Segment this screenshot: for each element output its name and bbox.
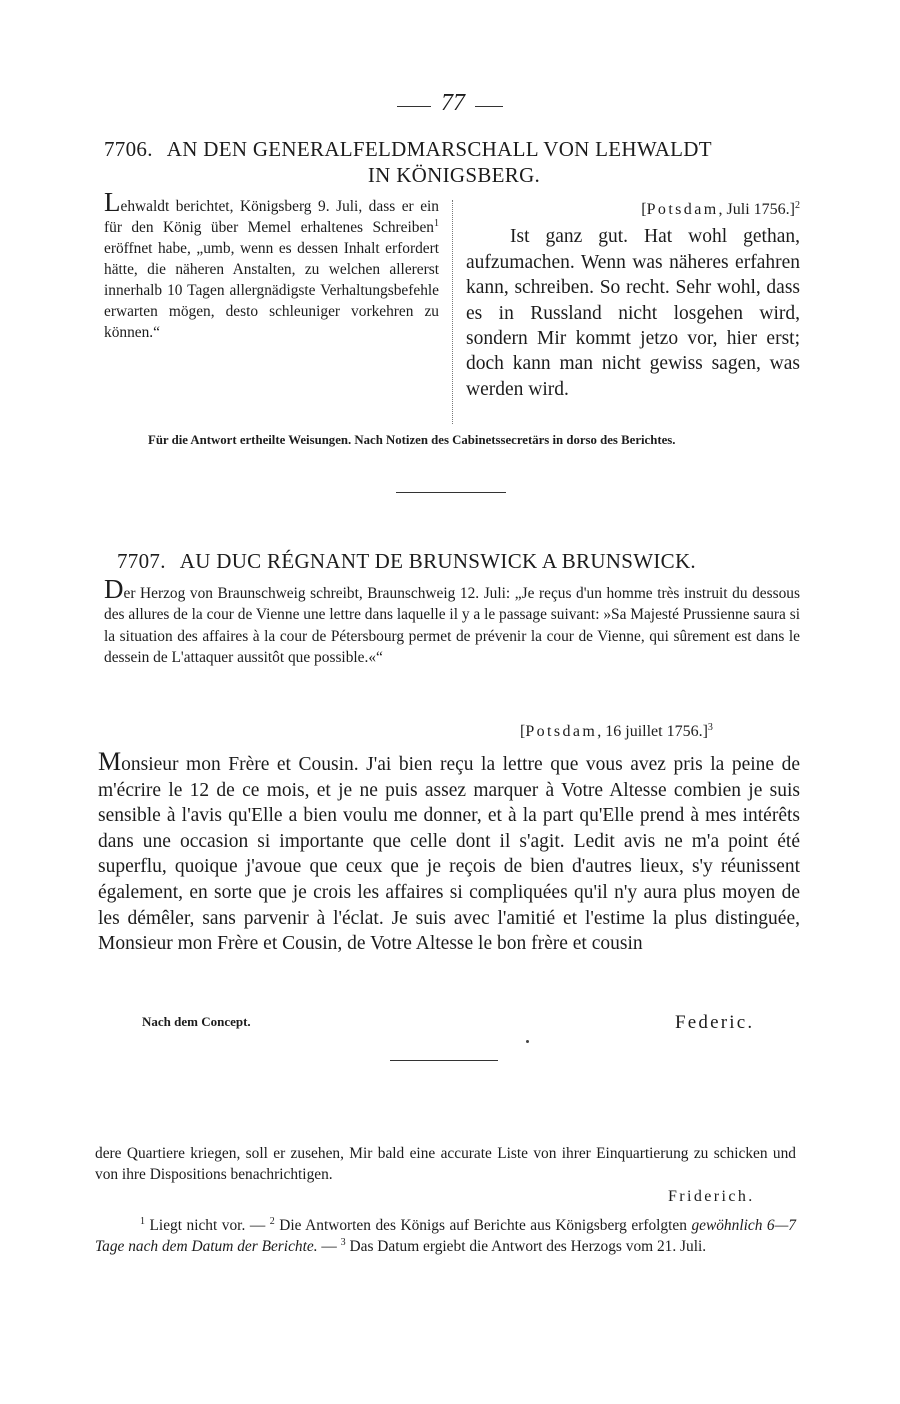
page-number-text: 77 [441,90,465,116]
reply-date-rest: , Juli 1756.] [718,201,795,218]
footnote-continuation: dere Quartiere kriegen, soll er zusehen, Mir bald eine accurate Liste von ihrer Einquartierung zu schicken und von ihre Dispositions benachrichtigen. [95,1145,796,1184]
letter-body [98,749,800,957]
footnote-2-text-b: — [317,1238,341,1256]
summary-text-b: eröffnet habe, „umb, wenn es dessen Inhalt erfordert hätte, die näheren Anstalten, zu welchen allererst innerhalb 10 Tagen allergnädigste Verhaltungsbefehle erwarten mögen, desto schleuniger vorkehren zu können.“ [104,240,439,341]
letter-dateline [520,723,800,741]
footnote-3-text: Das Datum ergiebt die Antwort des Herzogs vom 21. Juli. [345,1238,707,1256]
reply-date-place: Potsdam [646,201,719,218]
letter-text: onsieur mon Frère et Cousin. J'ai bien reçu la lettre que vous avez pris la peine de m'écrire le 12 de ce mois, et je ne puis assez marquer à Votre Altesse combien je suis sensible à l'avis qu'Elle a bien voulu me donner, et à la part qu'Elle prend à mes intérêts dans une occasion si importante que celle dont il s'agit. Ledit avis ne m'a point été superflu, quoique j'avoue que ceux que je reçois de bien d'autres lieux, s'y réunissent également, en sorte que je crois les affaires si compliquées qu'il n'y aura plus moyen de les démêler, sans parvenir à l'éclat. Je suis avec l'amitié et l'estime la plus distinguée, Monsieur mon Frère et Cousin, de Votre Altesse le bon frère et cousin [98,754,800,955]
footnotes-block [95,1215,796,1258]
section-end-rule [390,1060,498,1061]
reply-dateline [466,197,800,222]
footnote-2-mark: 2 [269,1216,275,1227]
summary-text-a: ehwaldt berichtet, Königsberg 9. Juli, dass er ein für den König über Memel erhaltenes Schreiben [104,198,439,236]
section-7707-summary [104,574,800,668]
page-number [0,90,900,117]
section-7706-reply [466,197,800,402]
section-7706-heading-line2: IN KÖNIGSBERG. [367,163,541,187]
footnote-2-text-a: Die Antworten des Königs auf Berichte aus Königsberg erfolgten [274,1217,692,1234]
letter-initial: M [98,747,122,776]
section-7707-number: 7707. [117,549,166,573]
column-separator [452,200,453,424]
letter-date-rest: , 16 juillet 1756.] [597,723,708,740]
section-divider [396,492,506,493]
letter-date-open: [ [520,723,526,740]
footnote-marker-3: 3 [707,722,713,733]
section-7707-heading [117,549,817,574]
reply-date-open: [ [641,201,647,218]
page-number-dash-right [475,106,503,107]
stray-dot [526,1040,529,1043]
footnote-2-text-italic: gewöhnlich 6—7 Tage nach dem Datum der Berichte. [95,1217,796,1256]
section-7706-heading-line1: AN DEN GENERALFELDMARSCHALL VON LEHWALDT [166,137,712,161]
section-7706-report-summary [104,187,439,343]
section-7706-number: 7706. [104,137,153,161]
footnote-marker-1: 1 [434,218,439,229]
section-7707-heading-text: AU DUC RÉGNANT DE BRUNSWICK A BRUNSWICK. [179,549,696,573]
footnote-3-mark: 3 [340,1237,346,1249]
section-7706-source-note: Für die Antwort ertheilte Weisungen. Nach Notizen des Cabinetssecretärs in dorso des Berichtes. [148,433,676,447]
section-7706-heading [104,136,804,162]
section-7707-source-note: Nach dem Concept. [142,1014,251,1029]
footnote-continuation-signature: Friderich. [668,1188,755,1205]
footnote-1-text: Liegt nicht vor. — [145,1217,270,1234]
reply-text: Ist ganz gut. Hat wohl gethan, aufzumachen. Wenn was näheres erfahren kann, schreiben. So recht. Sehr wohl, dass es in Russland nicht losgehen wird, sondern Mir kommt jetzo vor, hier erst; doch kann man nicht gewiss sagen, was werden wird. [466,226,800,400]
footnote-1-mark: 1 [140,1216,145,1227]
summary-drop-initial: L [104,187,121,217]
summary2-text: er Herzog von Braunschweig schreibt, Braunschweig 12. Juli: „Je reçus d'un homme très instruit du dessous des allures de la cour de Vienne une lettre dans laquelle il y a le passage suivant: »Sa Majesté Prussienne saura si la situation des affaires à la cour de Pétersbourg permet de prévenir la cour de Vienne, qui sûrement est dans le dessein de L'attaquer aussitôt que possible.«“ [104,585,800,666]
summary2-drop-initial: D [104,574,124,604]
letter-signature: Federic. [675,1012,755,1033]
page-number-dash-left [397,106,431,107]
letter-date-place: Potsdam [525,723,598,740]
footnote-marker-2: 2 [795,200,800,211]
